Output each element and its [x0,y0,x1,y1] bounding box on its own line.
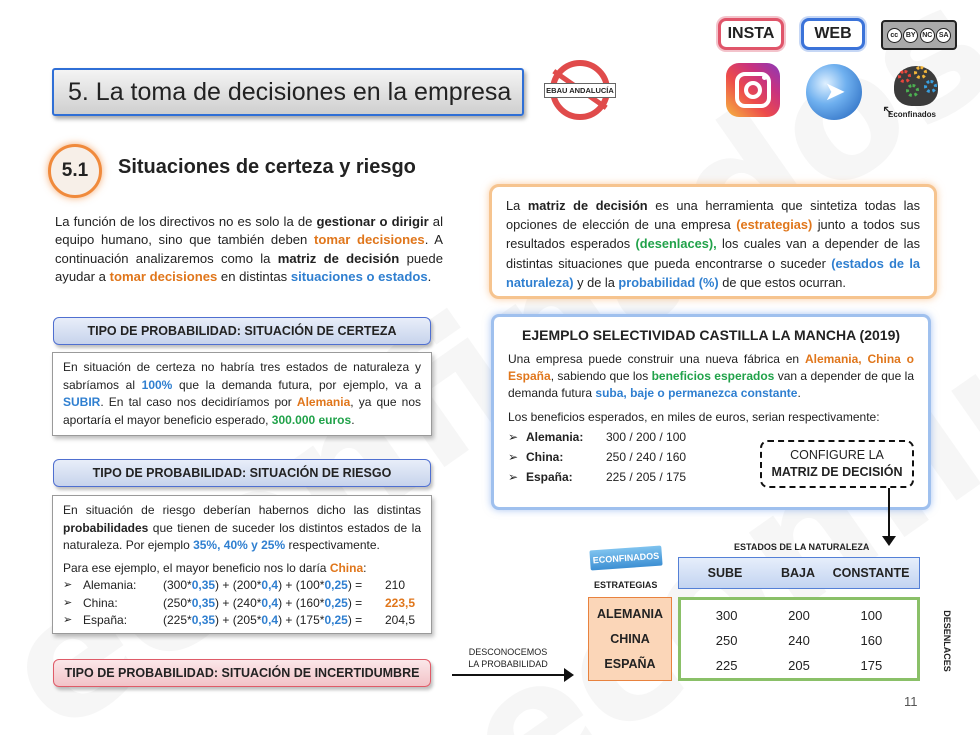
outcome-grid [678,597,920,681]
nc-mark: NC [920,28,935,43]
table-cell: 100 [860,608,883,623]
arrow-icon: ➢ [508,470,519,484]
table-cell: 160 [860,633,883,648]
calc-row: ➢ Alemania: (300*0,35) + (200*0,4) + (100*0,25) = 210 [63,577,421,595]
cc-mark: cc [887,28,902,43]
matriz-definition: La matriz de decisión es una herramienta que sintetiza todas las opciones de elección de una empresa (estrategias) junto a todos sus resultados esperados (desenlaces), los cuales van a depender de las distintas situaciones que pueda encontrarse o suceder (estados de la naturaleza) y de la probabilidad (%) de que estos ocurran. [489,184,937,299]
strategy-label: ESPAÑA [604,656,656,671]
arrow-icon: ➢ [508,430,519,444]
incertidumbre-header: TIPO DE PROBABILIDAD: SITUACIÓN DE INCERTIDUMBRE [53,659,431,687]
insta-button[interactable]: INSTA [718,18,784,50]
gear-icon [906,84,919,97]
econfinados-logo[interactable] [884,62,950,122]
gear-icon [924,80,937,93]
configure-callout: CONFIGURE LA MATRIZ DE DECISIÓN [760,440,914,488]
calc-row: ➢ China: (250*0,35) + (240*0,4) + (160*0,25) = 223,5 [63,595,421,613]
table-cell: 225 [715,658,738,673]
ejemplo-row: ➢ China: 250 / 240 / 160 [508,450,687,464]
riesgo-text-2: Para ese ejemplo, el mayor beneficio nos lo daría China: [63,560,367,575]
arrow-down-icon [888,488,890,538]
arrow-icon: ➢ [63,579,73,591]
table-cell: 240 [788,633,810,648]
strategy-label: ALEMANIA [597,607,663,622]
column-header: BAJA [780,566,816,580]
arrow-right-icon [452,674,566,676]
intro-paragraph: La función de los directivos no es solo la de gestionar o dirigir al equipo humano, sino que también deben tomar decisiones. A continuación analizaremos como la matriz de decisión puede ayudar a tomar decisiones en distintas situaciones o estados. [55,214,443,284]
ebau-no-badge [544,60,616,122]
ejemplo-text: Una empresa puede construir una nueva fábrica en Alemania, China o España, sabiendo que los beneficios esperados van a depender de que la demanda futura suba, baje o permanezca constante. [508,352,914,400]
table-cell: 250 [715,633,738,648]
table-cell: 300 [715,608,738,623]
page-title-text: 5. La toma de decisiones en la empresa [68,77,512,106]
page-title [52,68,524,116]
estados-label: ESTADOS DE LA NATURALEZA [734,542,870,552]
certeza-header: TIPO DE PROBABILIDAD: SITUACIÓN DE CERTEZA [53,317,431,345]
brand-label: Econfinados [888,110,937,119]
estrategias-label: ESTRATEGIAS [594,580,658,590]
creative-commons-license-icon[interactable] [881,20,957,50]
econfinados-badge: ECONFINADOS [589,546,662,571]
ejemplo-row: ➢ Alemania: 300 / 200 / 100 [508,430,687,444]
riesgo-header: TIPO DE PROBABILIDAD: SITUACIÓN DE RIESGO [53,459,431,487]
strategy-label: CHINA [610,631,650,646]
calc-row: ➢ España: (225*0,35) + (205*0,4) + (175*0,25) = 204,5 [63,612,421,630]
instagram-lens [744,81,762,99]
ebau-label: EBAU ANDALUCÍA [544,83,616,98]
certeza-box: En situación de certeza no habría tres estados de naturaleza y sabríamos al 100% que la demanda futura, por ejemplo, va a SUBIR. En tal caso nos decidiríamos por Alemania, ya que nos aportaría el mayor beneficio esperado, 300.000 euros. [52,352,432,436]
desconocemos-label: DESCONOCEMOS LA PROBABILIDAD [468,647,548,669]
cursor-icon: ➤ [824,76,846,106]
instagram-dot [762,75,767,80]
column-header-row [678,557,920,589]
ejemplo-text-2: Los beneficios esperados, en miles de euros, serian respectivamente: [508,410,880,424]
section-number: 5.1 [48,144,102,198]
table-cell: 200 [788,608,810,623]
web-button[interactable]: WEB [801,18,865,50]
table-row [681,608,917,623]
column-header: SUBE [707,566,743,580]
arrow-icon: ➢ [508,450,519,464]
table-cell: 205 [788,658,810,673]
by-mark: BY [903,28,918,43]
sa-mark: SA [936,28,951,43]
strategy-column [588,597,672,681]
table-cell: 175 [860,658,883,673]
page-number: 11 [904,694,918,709]
arrow-icon: ➢ [63,596,73,609]
ejemplo-row: ➢ España: 225 / 205 / 175 [508,470,687,484]
gear-icon [898,70,911,83]
globe-icon[interactable] [806,64,862,120]
riesgo-text: En situación de riesgo deberían habernos dicho las distintas probabilidades que tienen de suceder los distintos estados de la naturaleza. Por ejemplo 35%, 40% y 25% respectivamente. [63,503,421,552]
table-row [681,633,917,648]
section-title: Situaciones de certeza y riesgo [118,156,416,178]
ejemplo-title: EJEMPLO SELECTIVIDAD CASTILLA LA MANCHA (2019) [521,327,901,343]
arrow-icon: ➢ [63,614,73,626]
column-header: CONSTANTE [832,566,910,580]
table-row [681,658,917,673]
pointer-icon: ↖ [882,102,894,118]
desenlaces-label: DESENLACES [941,610,952,672]
riesgo-box [52,495,432,634]
gear-icon [914,66,927,79]
instagram-icon[interactable] [726,63,780,117]
